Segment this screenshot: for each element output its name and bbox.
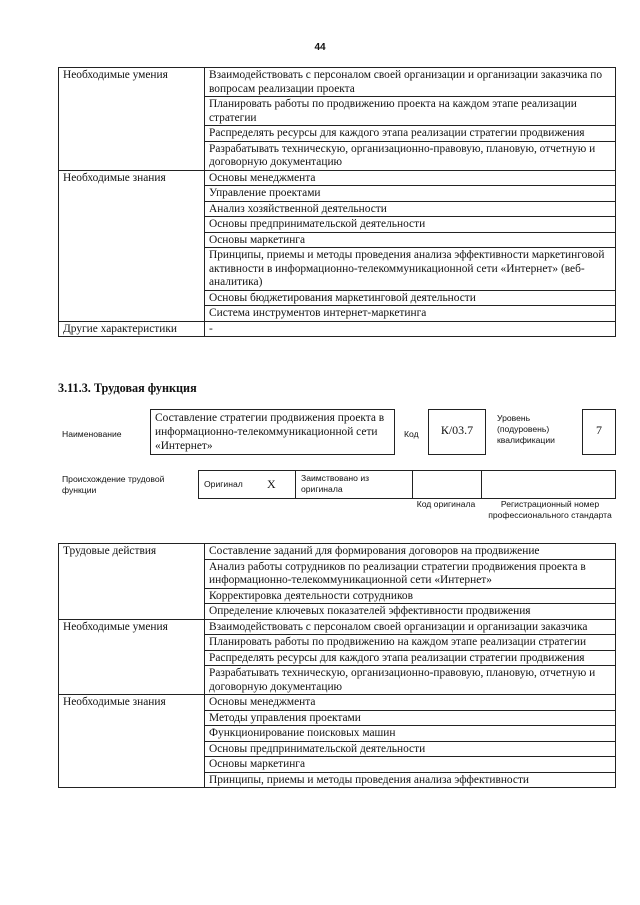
row-item: Распределять ресурсы для каждого этапа реализации стратегии продвижения xyxy=(205,126,616,142)
borrowed-cell xyxy=(295,470,413,499)
page-number: 44 xyxy=(314,42,326,53)
reg-number-label: Регистрационный номер профессионального стандарта xyxy=(488,499,612,520)
row-item: Основы маркетинга xyxy=(205,232,616,248)
original-cell xyxy=(198,470,296,499)
row-group-label: Трудовые действия xyxy=(59,544,205,620)
origin-label: Происхождение трудовой функции xyxy=(62,474,165,495)
row-item: Планировать работы по продвижению на каждом этапе реализации стратегии xyxy=(205,635,616,651)
name-box xyxy=(150,409,395,455)
row-group-label: Необходимые знания xyxy=(59,695,205,788)
code-box xyxy=(428,409,486,455)
row-item: Система инструментов интернет-маркетинга xyxy=(205,306,616,322)
row-item: - xyxy=(205,321,616,337)
row-item: Анализ хозяйственной деятельности xyxy=(205,201,616,217)
original-mark: X xyxy=(267,477,276,491)
row-item: Основы маркетинга xyxy=(205,757,616,773)
row-item: Разрабатывать техническую, организационно-правовую, плановую, отчетную и договорную документацию xyxy=(205,666,616,695)
row-item: Принципы, приемы и методы проведения анализа эффективности xyxy=(205,772,616,788)
reg-number-cell xyxy=(481,470,616,499)
row-item: Основы бюджетирования маркетинговой деятельности xyxy=(205,290,616,306)
table-row xyxy=(59,695,616,711)
code-label: Код xyxy=(404,429,419,439)
level-box xyxy=(582,409,616,455)
row-item: Основы предпринимательской деятельности xyxy=(205,741,616,757)
row-item: Анализ работы сотрудников по реализации стратегии продвижения проекта в информационно-телекоммуникационной сети «Интернет» xyxy=(205,559,616,588)
code-original-cell xyxy=(412,470,482,499)
name-label: Наименование xyxy=(62,429,122,439)
level-label: Уровень (подуровень) квалификации xyxy=(497,413,555,445)
row-item: Методы управления проектами xyxy=(205,710,616,726)
table-row xyxy=(59,544,616,560)
row-item: Функционирование поисковых машин xyxy=(205,726,616,742)
table-row xyxy=(59,68,616,97)
row-item: Основы менеджмента xyxy=(205,170,616,186)
requirements-table-2 xyxy=(58,543,616,788)
row-group-label: Необходимые умения xyxy=(59,68,205,171)
requirements-table-1 xyxy=(58,67,616,337)
row-item: Управление проектами xyxy=(205,186,616,202)
row-item: Принципы, приемы и методы проведения анализа эффективности маркетинговой активности в информационно-телекоммуникационной сети «Интернет» (веб-аналитика) xyxy=(205,248,616,291)
row-group-label: Необходимые знания xyxy=(59,170,205,321)
row-item: Составление заданий для формирования договоров на продвижение xyxy=(205,544,616,560)
borrowed-label: Заимствовано из оригинала xyxy=(301,473,370,494)
row-item: Планировать работы по продвижению проекта на каждом этапе реализации стратегии xyxy=(205,97,616,126)
table-row xyxy=(59,170,616,186)
name-value: Составление стратегии продвижения проекта в информационно-телекоммуникационной сети «Интернет» xyxy=(155,412,385,452)
row-item: Основы предпринимательской деятельности xyxy=(205,217,616,233)
row-item: Корректировка деятельности сотрудников xyxy=(205,588,616,604)
row-item: Взаимодействовать с персоналом своей организации и организации заказчика по вопросам реализации проекта xyxy=(205,68,616,97)
row-item: Определение ключевых показателей эффективности продвижения xyxy=(205,604,616,620)
row-item: Распределять ресурсы для каждого этапа реализации стратегии продвижения xyxy=(205,650,616,666)
original-label: Оригинал xyxy=(204,479,243,489)
row-item: Взаимодействовать с персоналом своей организации и организации заказчика xyxy=(205,619,616,635)
table-row xyxy=(59,619,616,635)
code-value: К/03.7 xyxy=(440,423,474,437)
code-original-label: Код оригинала xyxy=(416,499,476,509)
row-item: Разрабатывать техническую, организационно-правовую, плановую, отчетную и договорную документацию xyxy=(205,141,616,170)
table-row xyxy=(59,321,616,337)
row-group-label: Необходимые умения xyxy=(59,619,205,695)
row-group-label: Другие характеристики xyxy=(59,321,205,337)
section-heading: 3.11.3. Трудовая функция xyxy=(58,381,197,395)
level-value: 7 xyxy=(596,423,602,437)
row-item: Основы менеджмента xyxy=(205,695,616,711)
